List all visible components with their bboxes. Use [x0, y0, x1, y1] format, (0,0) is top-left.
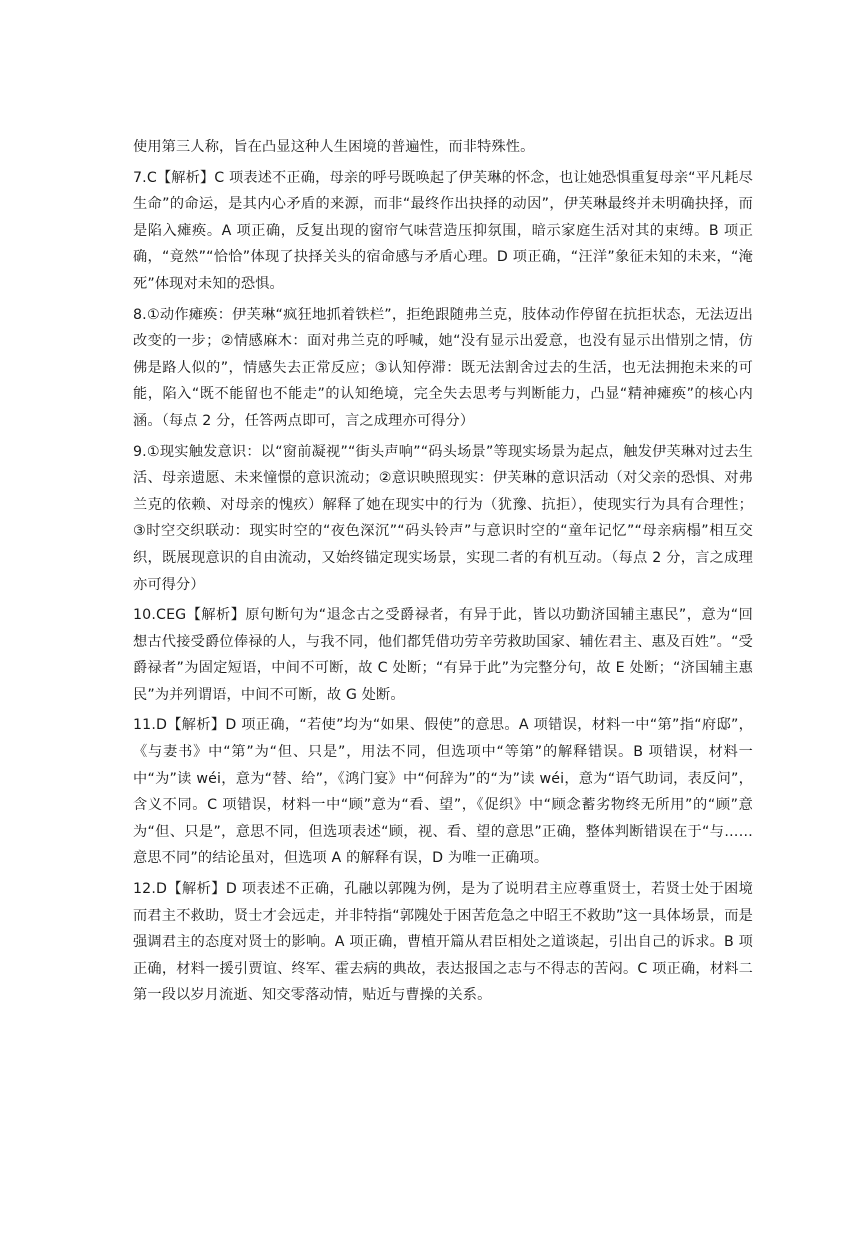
answer-11: 11.D【解析】D 项正确，“若使”均为“如果、假使”的意思。A 项错误，材料一中“第”指“府邸”，《与妻书》中“第”为“但、只是”，用法不同，但选项中“等第”的解释错误。B 项错误，材料一中“为”读 wéi，意为“替、给”，《鸿门宴》中“何辞为”的“为”读 wéi，意为“语气助词，表反问”，含义不同。C 项错误，材料一中“顾”意为“看、望”，《促织》中“顾念蓄劣物终无所用”的“顾”意为“但、只是”，意思不同，但选项表述“顾，视、看、望的意思”正确，整体判断错误在于“与……意思不同”的结论虽对，但选项 A 的解释有误，D 为唯一正确项。	[133, 717, 753, 867]
answer-8: 8.①动作瘫痪：伊芙琳“疯狂地抓着铁栏”，拒绝跟随弗兰克，肢体动作停留在抗拒状态，无法迈出改变的一步；②情感麻木：面对弗兰克的呼喊，她“没有显示出爱意，也没有显示出惜别之情，仿佛是路人似的”，情感失去正常反应；③认知停滞：既无法割舍过去的生活，也无法拥抱未来的可能，陷入“既不能留也不能走”的认知绝境，完全失去思考与判断能力，凸显“精神瘫痪”的核心内涵。（每点 2 分，任答两点即可，言之成理亦可得分）	[133, 306, 753, 429]
answer-12: 12.D【解析】D 项表述不正确，孔融以郭隗为例，是为了说明君主应尊重贤士，若贤士处于困境而君主不救助，贤士才会远走，并非特指“郭隗处于困苦危急之中昭王不救助”这一具体场景，而是强调君主的态度对贤士的影响。A 项正确，曹植开篇从君臣相处之道谈起，引出自己的诉求。B 项正确，材料一援引贾谊、终军、霍去病的典故，表达报国之志与不得志的苦闷。C 项正确，材料二第一段以岁月流逝、知交零落动情，贴近与曹操的关系。	[133, 881, 753, 1004]
document-page	[133, 134, 753, 1013]
answer-9: 9.①现实触发意识：以“窗前凝视”“街头声响”“码头场景”等现实场景为起点，触发伊芙琳对过去生活、母亲遗愿、未来憧憬的意识流动；②意识映照现实：伊芙琳的意识活动（对父亲的恐惧、对弗兰克的依赖、对母亲的愧疚）解释了她在现实中的行为（犹豫、抗拒），使现实行为具有合理性；③时空交织联动：现实时空的“夜色深沉”“码头铃声”与意识时空的“童年记忆”“母亲病榻”相互交织，既展现意识的自由流动，又始终锚定现实场景，实现二者的有机互动。（每点 2 分，言之成理亦可得分）	[133, 443, 753, 593]
paragraph-intro: 使用第三人称，旨在凸显这种人生困境的普遍性，而非特殊性。	[133, 139, 535, 155]
answer-7: 7.C【解析】C 项表述不正确，母亲的呼号既唤起了伊芙琳的怀念，也让她恐惧重复母亲“平凡耗尽生命”的命运，是其内心矛盾的来源，而非“最终作出抉择的动因”，伊芙琳最终并未明确抉择，而是陷入瘫痪。A 项正确，反复出现的窗帘气味营造压抑氛围，暗示家庭生活对其的束缚。B 项正确，“竟然”“恰恰”体现了抉择关头的宿命感与矛盾心理。D 项正确，“汪洋”象征未知的未来，“淹死”体现对未知的恐惧。	[133, 169, 753, 292]
answer-10: 10.CEG【解析】原句断句为“退念古之受爵禄者，有异于此，皆以功勤济国辅主惠民”，意为“回想古代接受爵位俸禄的人，与我不同，他们都凭借功劳辛劳救助国家、辅佐君主、惠及百姓”。“受爵禄者”为固定短语，中间不可断，故 C 处断；“有异于此”为完整分句，故 E 处断；“济国辅主惠民”为并列谓语，中间不可断，故 G 处断。	[133, 607, 753, 703]
